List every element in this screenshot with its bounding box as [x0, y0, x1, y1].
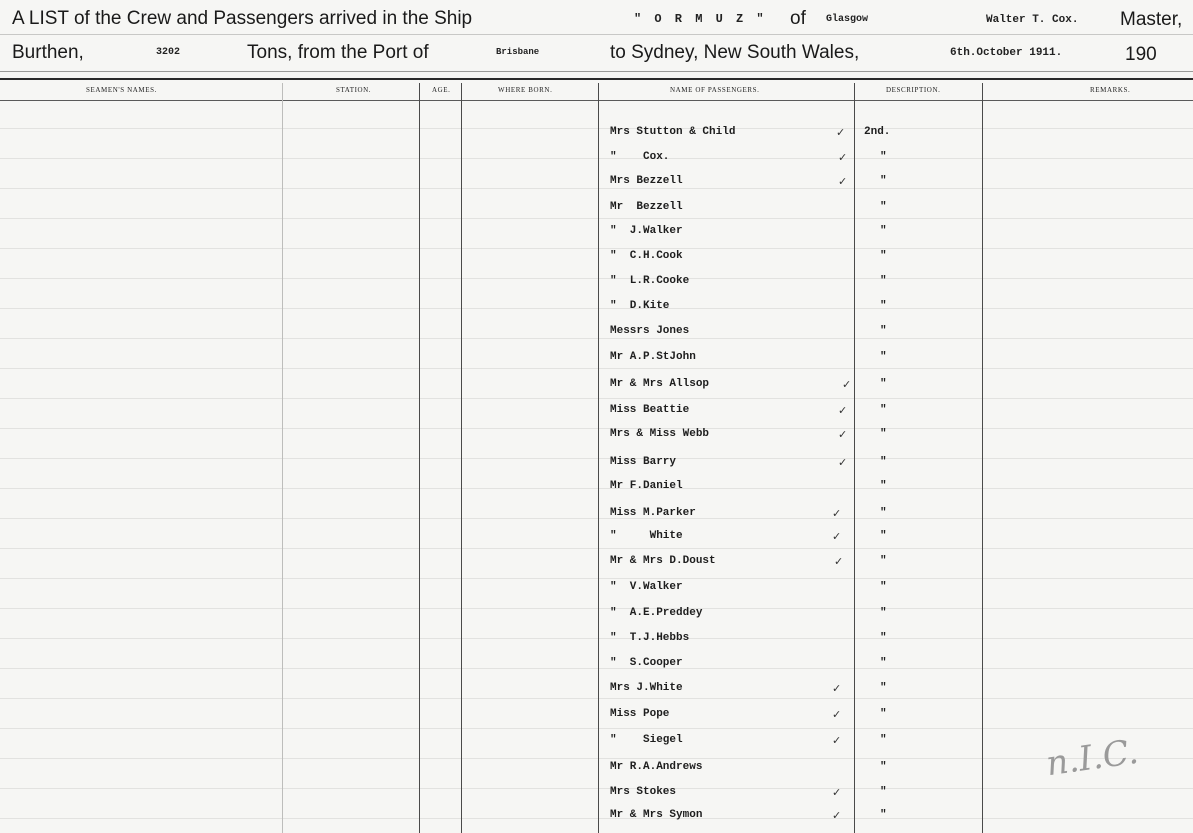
passenger-description: "	[880, 507, 887, 519]
passenger-row	[0, 708, 1193, 728]
column-heading-seamen: SEAMEN'S NAMES.	[86, 86, 157, 94]
column-heading-description: DESCRIPTION.	[886, 86, 941, 94]
passenger-description: "	[880, 657, 887, 669]
passenger-description: "	[880, 581, 887, 593]
ledger-line	[0, 398, 1193, 399]
passenger-row	[0, 809, 1193, 829]
passenger-row	[0, 404, 1193, 424]
passenger-name: Mrs Bezzell	[610, 175, 683, 187]
header-rule-light	[0, 71, 1193, 72]
check-mark-icon: ✓	[838, 151, 848, 164]
ledger-line	[0, 728, 1193, 729]
handwritten-margin-note: n.I.C.	[1043, 731, 1141, 785]
passenger-name: " Cox.	[610, 151, 670, 163]
check-mark-icon: ✓	[832, 786, 842, 799]
passenger-row	[0, 530, 1193, 550]
passenger-row	[0, 786, 1193, 806]
passenger-row	[0, 300, 1193, 320]
port-name: Brisbane	[496, 47, 540, 57]
passenger-name: " Siegel	[610, 734, 683, 746]
passenger-description: "	[880, 530, 887, 542]
passenger-row	[0, 581, 1193, 601]
check-mark-icon: ✓	[836, 126, 846, 139]
passenger-row	[0, 175, 1193, 195]
passenger-name: Mr F.Daniel	[610, 480, 683, 492]
passenger-name: " L.R.Cooke	[610, 275, 690, 287]
passenger-description: "	[880, 428, 887, 440]
passenger-name: " White	[610, 530, 683, 542]
header-divider	[0, 34, 1193, 35]
passenger-description: "	[880, 682, 887, 694]
passenger-name: Mrs Stutton & Child	[610, 126, 736, 138]
passenger-description: "	[880, 708, 887, 720]
burthen-value: 3202	[156, 47, 181, 58]
passenger-row	[0, 275, 1193, 295]
passenger-description: "	[880, 275, 887, 287]
passenger-row	[0, 126, 1193, 146]
passenger-name: " A.E.Preddey	[610, 607, 703, 619]
passenger-name: Mr & Mrs Symon	[610, 809, 703, 821]
passenger-name: Mr & Mrs D.Doust	[610, 555, 716, 567]
ledger-line	[0, 758, 1193, 759]
check-mark-icon: ✓	[832, 530, 842, 543]
passenger-name: Mr R.A.Andrews	[610, 761, 703, 773]
of-place: Glasgow	[826, 14, 869, 25]
check-mark-icon: ✓	[838, 175, 848, 188]
ship-name: " O R M U Z "	[634, 12, 767, 26]
passenger-description: "	[880, 175, 887, 187]
passenger-description: "	[880, 632, 887, 644]
header-rule-heavy	[0, 78, 1193, 80]
passenger-name: " D.Kite	[610, 300, 670, 312]
passenger-description: "	[880, 378, 887, 390]
check-mark-icon: ✓	[838, 428, 848, 441]
destination: to Sydney, New South Wales,	[610, 42, 860, 63]
passenger-row	[0, 555, 1193, 575]
passenger-name: Miss Barry	[610, 456, 677, 468]
check-mark-icon: ✓	[842, 378, 852, 391]
passenger-row	[0, 378, 1193, 398]
year-prefix: 190	[1125, 44, 1157, 65]
master-label: Master,	[1120, 9, 1183, 30]
passenger-name: " S.Cooper	[610, 657, 683, 669]
column-header-rule	[0, 100, 1193, 101]
passenger-name: Mr A.P.StJohn	[610, 351, 696, 363]
check-mark-icon: ✓	[838, 456, 848, 469]
passenger-row	[0, 151, 1193, 171]
passenger-description: "	[880, 607, 887, 619]
master-name: Walter T. Cox.	[986, 14, 1079, 26]
passenger-description: "	[880, 555, 887, 567]
passenger-description: "	[880, 300, 887, 312]
passenger-name: Mrs & Miss Webb	[610, 428, 710, 440]
ledger-line	[0, 248, 1193, 249]
passenger-row	[0, 632, 1193, 652]
passenger-row	[0, 325, 1193, 345]
passenger-row	[0, 761, 1193, 781]
passenger-description: "	[880, 225, 887, 237]
check-mark-icon: ✓	[832, 507, 842, 520]
passenger-row	[0, 201, 1193, 221]
passenger-name: " V.Walker	[610, 581, 683, 593]
column-heading-station: STATION.	[336, 86, 372, 94]
passenger-description: "	[880, 325, 887, 337]
passenger-description: "	[880, 250, 887, 262]
passenger-row	[0, 480, 1193, 500]
of-label: of	[790, 8, 806, 29]
passenger-description: "	[880, 351, 887, 363]
check-mark-icon: ✓	[834, 555, 844, 568]
passenger-description: "	[880, 404, 887, 416]
arrival-date: 6th.October 1911.	[950, 47, 1063, 59]
passenger-name: Mrs J.White	[610, 682, 683, 694]
passenger-description: 2nd.	[864, 126, 891, 138]
passenger-name: Miss Beattie	[610, 404, 690, 416]
column-heading-remarks: REMARKS.	[1090, 86, 1131, 94]
passenger-description: "	[880, 761, 887, 773]
check-mark-icon: ✓	[838, 404, 848, 417]
passenger-row	[0, 250, 1193, 270]
passenger-description: "	[880, 151, 887, 163]
burthen-label: Burthen,	[12, 42, 84, 63]
passenger-row	[0, 351, 1193, 371]
column-heading-passengers: NAME OF PASSENGERS.	[670, 86, 760, 94]
passenger-name: Miss Pope	[610, 708, 670, 720]
passenger-name: Mr Bezzell	[610, 201, 683, 213]
passenger-row	[0, 225, 1193, 245]
passenger-row	[0, 734, 1193, 754]
passenger-description: "	[880, 786, 887, 798]
passenger-name: Mrs Stokes	[610, 786, 677, 798]
passenger-row	[0, 507, 1193, 527]
passenger-description: "	[880, 456, 887, 468]
passenger-description: "	[880, 809, 887, 821]
ledger-line	[0, 578, 1193, 579]
check-mark-icon: ✓	[832, 734, 842, 747]
passenger-name: " T.J.Hebbs	[610, 632, 690, 644]
passenger-row	[0, 682, 1193, 702]
passenger-description: "	[880, 480, 887, 492]
header-lead: A LIST of the Crew and Passengers arrived in the Ship	[12, 8, 473, 29]
column-heading-age: AGE.	[432, 86, 451, 94]
passenger-name: Miss M.Parker	[610, 507, 696, 519]
passenger-description: "	[880, 201, 887, 213]
passenger-row	[0, 657, 1193, 677]
check-mark-icon: ✓	[832, 809, 842, 822]
passenger-row	[0, 607, 1193, 627]
passenger-name: " C.H.Cook	[610, 250, 683, 262]
passenger-description: "	[880, 734, 887, 746]
passenger-name: Messrs Jones	[610, 325, 690, 337]
check-mark-icon: ✓	[832, 682, 842, 695]
passenger-name: " J.Walker	[610, 225, 683, 237]
passenger-name: Mr & Mrs Allsop	[610, 378, 710, 390]
passenger-row	[0, 428, 1193, 448]
check-mark-icon: ✓	[832, 708, 842, 721]
passenger-row	[0, 456, 1193, 476]
column-heading-where-born: WHERE BORN.	[498, 86, 553, 94]
tons-from-port: Tons, from the Port of	[247, 42, 429, 63]
